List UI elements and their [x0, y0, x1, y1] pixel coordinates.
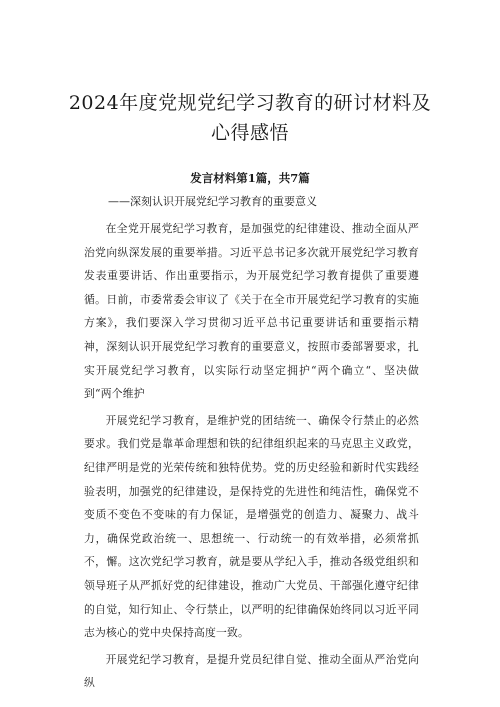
- paragraph-3: 开展党纪学习教育，是提升党员纪律自觉、推动全面从严治党向纵: [84, 652, 419, 690]
- document-body: [84, 217, 419, 698]
- document-title: 2024年度党规党纪学习教育的研讨材料及心得感悟: [68, 92, 432, 144]
- section-tagline: ——深刻认识开展党纪学习教育的重要意义: [108, 195, 317, 208]
- section-subhead: 发言材料第1篇，共7篇: [190, 171, 310, 185]
- paragraph-2: 开展党纪学习教育，是维护党的团结统一、确保令行禁止的必然要求。我们党是靠革命理想和铁的纪律组织起来的马克思主义政党，纪律严明是党的光荣传统和独特优势。党的历史经验和新时代实践经验表明，加强党的纪律建设，是保持党的先进性和纯洁性，确保党不变质不变色不变味的有力保证，是增强党的创造力、凝聚力、战斗力，确保党政治统一、思想统一、行动统一的有效举措，必须常抓不，懈。这次党纪学习教育，就是要从学纪入手，推动各级党组织和领导班子从严抓好党的纪律建设，推动广大党员、干部强化遵守纪律的自觉，知行知止、令行禁止，以严明的纪律确保始终同以习近平同志为核心的党中央保持高度一致。: [84, 413, 419, 640]
- paragraph-1: 在全党开展党纪学习教育，是加强党的纪律建设、推动全面从严治党向纵深发展的重要举措。习近平总书记多次就开展党纪学习教育发表重要讲话、作出重要指示，为开展党纪学习教育提供了重要遵循。日前，市委常委会审议了《关于在全市开展党纪学习教育的实施方案》，我们要深入学习贯彻习近平总书记重要讲话和重要指示精神，深刻认识开展党纪学习教育的重要意义，按照市委部署要求，扎实开展党纪学习教育，以实际行动坚定拥护“两个确立“、坚决做到“两个维护: [84, 222, 419, 401]
